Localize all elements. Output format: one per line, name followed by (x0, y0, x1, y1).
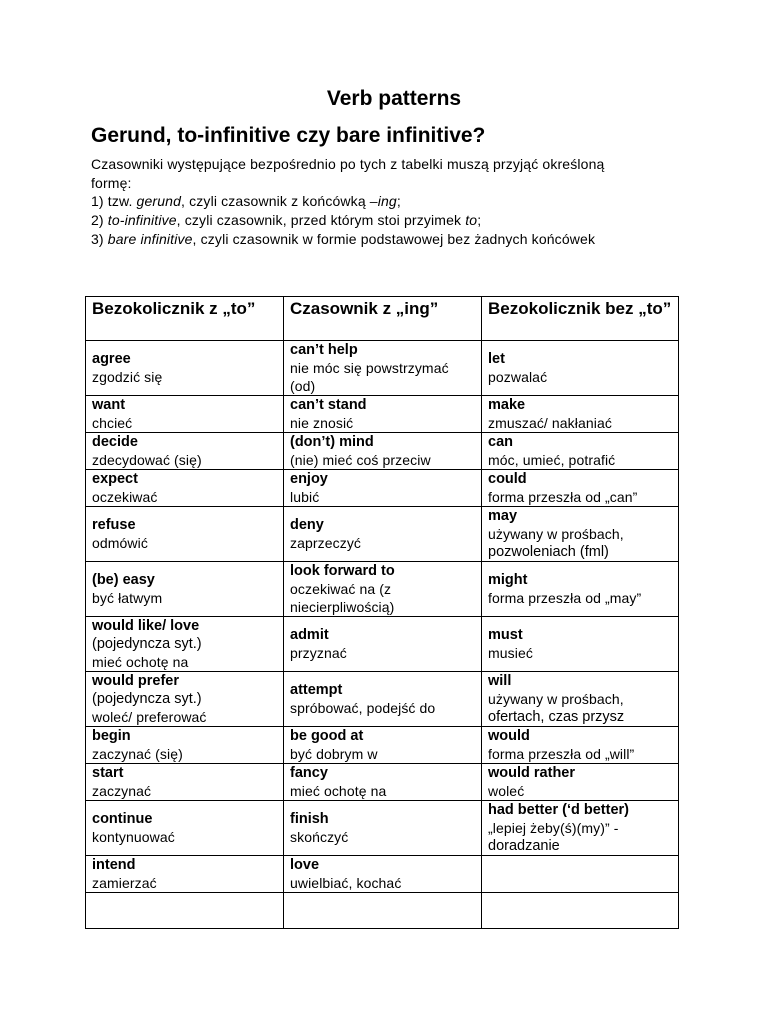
verb-translation: (nie) mieć coś przeciw (290, 452, 431, 468)
verb-term: start (92, 765, 124, 781)
verb-term: begin (92, 728, 131, 744)
intro-item-gerund (91, 192, 681, 211)
table-cell (284, 672, 482, 727)
table-row (86, 470, 679, 507)
verb-translation: używany w prośbach, (488, 526, 624, 542)
verb-note: ofertach, czas przysz (488, 709, 625, 725)
table-cell (284, 562, 482, 617)
table-cell (86, 396, 284, 433)
verb-term: admit (290, 627, 329, 643)
table-header-row (86, 297, 679, 341)
verb-translation: forma przeszła od „can” (488, 489, 638, 505)
verb-term: continue (92, 811, 153, 827)
header-bare-infinitive: Bezokolicznik bez „to” (482, 297, 679, 341)
header-to-infinitive: Bezokolicznik z „to” (86, 297, 284, 341)
verb-term: attempt (290, 682, 343, 698)
table-row (86, 507, 679, 562)
verb-translation: być łatwym (92, 590, 163, 606)
intro-term: –ing (369, 193, 397, 210)
verb-translation: mieć ochotę na (92, 654, 189, 670)
verb-note: pozwoleniach (fml) (488, 544, 609, 560)
table-cell (284, 764, 482, 801)
intro-item-to-infinitive (91, 211, 681, 230)
table-cell (86, 672, 284, 727)
table-cell (86, 764, 284, 801)
table-cell (284, 396, 482, 433)
table-row (86, 617, 679, 672)
intro-term: bare infinitive (107, 230, 193, 247)
table-cell (86, 856, 284, 893)
verb-translation: zmuszać/ nakłaniać (488, 415, 612, 431)
verb-term: want (92, 397, 126, 413)
verb-term: would prefer (92, 673, 180, 689)
verb-translation: „lepiej żeby(ś)(my)” - (488, 820, 619, 836)
verb-term: deny (290, 517, 324, 533)
verb-note: doradzanie (488, 838, 560, 854)
table-cell (482, 764, 679, 801)
table-cell (284, 470, 482, 507)
table-cell (284, 893, 482, 929)
verb-term: fancy (290, 765, 328, 781)
verb-translation: nie znosić (290, 415, 354, 431)
intro-term: to-infinitive (107, 212, 177, 229)
table-cell (482, 727, 679, 764)
table-row (86, 893, 679, 929)
verb-translation: chcieć (92, 415, 133, 431)
verb-translation: móc, umieć, potrafić (488, 452, 616, 468)
verb-term: agree (92, 351, 131, 367)
verb-translation: nie móc się powstrzymać (od) (290, 360, 449, 394)
verb-translation: zaprzeczyć (290, 535, 362, 551)
intro-text: , czyli czasownik w formie podstawowej bez żadnych końcówek (192, 230, 596, 247)
verb-term: may (488, 508, 518, 524)
verb-translation: odmówić (92, 535, 148, 551)
verb-term: will (488, 673, 512, 689)
table-row (86, 396, 679, 433)
verb-translation: zaczynać (się) (92, 746, 183, 762)
verb-translation: oczekiwać (92, 489, 158, 505)
table-cell (284, 727, 482, 764)
verb-term: finish (290, 811, 329, 827)
verb-translation: być dobrym w (290, 746, 378, 762)
table-row (86, 562, 679, 617)
intro-text: ; (396, 193, 401, 210)
table-row (86, 764, 679, 801)
verb-term: could (488, 471, 527, 487)
intro-item-number: 2) (91, 212, 108, 229)
verb-translation: zamierzać (92, 875, 157, 891)
intro-line-1: Czasowniki występujące bezpośrednio po tych z tabelki muszą przyjąć określoną (91, 156, 605, 172)
verb-translation: przyznać (290, 645, 347, 661)
verb-translation: musieć (488, 645, 533, 661)
verb-translation: uwielbiać, kochać (290, 875, 402, 891)
verb-term: make (488, 397, 526, 413)
verb-translation: woleć (488, 783, 525, 799)
verb-term: (don’t) mind (290, 434, 374, 450)
table-cell (284, 617, 482, 672)
table-cell (86, 341, 284, 396)
table-cell (482, 893, 679, 929)
verb-term: might (488, 572, 528, 588)
verb-term: look forward to (290, 563, 395, 579)
verb-term: had better (‘d better) (488, 802, 629, 818)
intro-paragraph (91, 155, 681, 249)
intro-line-2: formę: (91, 174, 132, 191)
intro-text: , czyli czasownik z końcówką (181, 193, 370, 210)
verb-term: would like/ love (92, 618, 200, 634)
table-body (86, 341, 679, 929)
table-cell (482, 672, 679, 727)
verb-term: be good at (290, 728, 364, 744)
verb-term: would rather (488, 765, 576, 781)
page-title: Verb patterns (326, 87, 462, 110)
table-row (86, 341, 679, 396)
verb-translation: forma przeszła od „may” (488, 590, 642, 606)
table-row (86, 856, 679, 893)
verb-translation: kontynuować (92, 829, 175, 845)
verb-translation: forma przeszła od „will” (488, 746, 635, 762)
table-row (86, 433, 679, 470)
table-cell (482, 341, 679, 396)
verb-term: intend (92, 857, 136, 873)
intro-term: gerund (136, 193, 182, 210)
verb-term: can (488, 434, 513, 450)
header-gerund: Czasownik z „ing” (284, 297, 482, 341)
verb-translation: oczekiwać na (z niecierpliwością) (290, 581, 395, 615)
verb-note: (pojedyncza syt.) (92, 691, 202, 707)
table-row (86, 672, 679, 727)
intro-item-number: 1) tzw. (91, 193, 137, 210)
intro-item-number: 3) (91, 230, 108, 247)
table-cell (284, 507, 482, 562)
verb-term: can’t help (290, 342, 358, 358)
verb-translation: pozwalać (488, 369, 548, 385)
verb-term: expect (92, 471, 138, 487)
table-cell (482, 396, 679, 433)
table-cell (86, 562, 284, 617)
table-cell (86, 893, 284, 929)
table-cell (86, 617, 284, 672)
table-row (86, 801, 679, 856)
verb-translation: woleć/ preferować (92, 709, 207, 725)
verb-term: love (290, 857, 320, 873)
verb-term: would (488, 728, 530, 744)
verb-term: can’t stand (290, 397, 367, 413)
verb-note: (pojedyncza syt.) (92, 636, 202, 652)
verb-translation: skończyć (290, 829, 349, 845)
verb-term: (be) easy (92, 572, 155, 588)
table-cell (482, 856, 679, 893)
table-cell (86, 433, 284, 470)
table-cell (86, 801, 284, 856)
verb-translation: zaczynać (92, 783, 152, 799)
table-cell (482, 617, 679, 672)
table-cell (284, 801, 482, 856)
verb-translation: używany w prośbach, (488, 691, 624, 707)
intro-term: to (465, 212, 478, 229)
verb-translation: mieć ochotę na (290, 783, 387, 799)
table-cell (284, 341, 482, 396)
table-cell (482, 562, 679, 617)
verb-term: enjoy (290, 471, 328, 487)
verb-translation: lubić (290, 489, 320, 505)
verb-translation: zdecydować (się) (92, 452, 202, 468)
verb-term: decide (92, 434, 138, 450)
intro-text: , czyli czasownik, przed którym stoi przyimek (176, 212, 466, 229)
table-cell (284, 856, 482, 893)
table-row (86, 727, 679, 764)
page-subtitle: Gerund, to-infinitive czy bare infinitive? (91, 124, 486, 147)
intro-item-bare-infinitive (91, 230, 681, 249)
table-cell (86, 727, 284, 764)
table-cell (482, 507, 679, 562)
intro-text: ; (477, 212, 482, 229)
verb-term: let (488, 351, 505, 367)
table-cell (86, 507, 284, 562)
table-cell (284, 433, 482, 470)
table-cell (482, 801, 679, 856)
verb-term: refuse (92, 517, 136, 533)
table-cell (86, 470, 284, 507)
verb-patterns-table (85, 296, 679, 929)
table-cell (482, 433, 679, 470)
verb-translation: zgodzić się (92, 369, 163, 385)
verb-translation: spróbować, podejść do (290, 700, 436, 716)
table-cell (482, 470, 679, 507)
verb-term: must (488, 627, 523, 643)
